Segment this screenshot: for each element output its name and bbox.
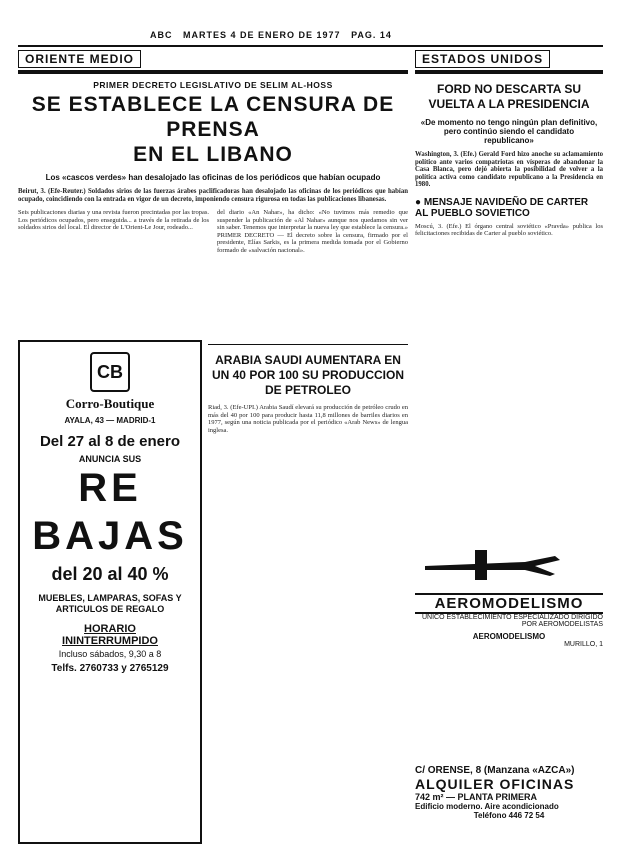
- ad-items: MUEBLES, LAMPARAS, SOFAS Y ARTICULOS DE REGALO: [38, 593, 182, 614]
- ad-rebajas-bajas: BAJAS: [32, 514, 188, 558]
- section-bar-right: [415, 70, 603, 74]
- ad-dates: Del 27 al 8 de enero: [39, 433, 181, 450]
- airplane-icon: [415, 544, 565, 584]
- ford-quote: «De momento no tengo ningún plan definitivo, pero continúo siendo el candidato republicano»: [420, 118, 598, 145]
- section-label-oriente: ORIENTE MEDIO: [18, 50, 141, 68]
- corro-boutique-ad: [18, 340, 202, 844]
- article-col-b: del diario «An Nahar», ha dicho: «No tuvimos más remedio que suspender la publicación de «Al Nahar» aunque nos quedamos sin ver sin saber. Tenemos que interpretar la nueva ley que establece la censura.» PRIMER DECRETO — El decreto sobre la censura, firmado por el presidente, Elías Sarkis, es la primera medida tomada por el Gobierno formado de «salvación nacional».: [217, 209, 408, 254]
- orense-l5: Teléfono 446 72 54: [473, 811, 545, 820]
- section-label-eeuu: ESTADOS UNIDOS: [415, 50, 550, 68]
- oriente-medio-article: [18, 50, 408, 254]
- boutique-logo: CB: [90, 352, 130, 392]
- article-headline-2: EN EL LIBANO: [133, 143, 293, 166]
- orense-l2: ALQUILER OFICINAS: [415, 776, 575, 792]
- ad-sabados: Incluso sábados, 9,30 a 8: [58, 649, 162, 659]
- carter-body: Moscú, 3. (Efe.) El órgano central soviético «Pravda» publica los felicitaciones recibidas de Carter al pueblo soviético.: [415, 222, 603, 237]
- ad-horario: HORARIO: [84, 623, 136, 635]
- ad-telefonos: Telfs. 2760733 y 2765129: [51, 663, 169, 674]
- orense-ad: [415, 765, 603, 820]
- divider: [208, 344, 408, 345]
- article-lead: Beirut, 3. (Efe-Reuter.) Soldados sirios de las fuerzas árabes paclificadoras han desalojado las oficinas de los periódicos que habían ocupado, coincidiendo con la entrada en vigor de un decreto, imponiendo censura rigurosa en todas las publicaciones libanesas.: [18, 188, 408, 203]
- ford-body: Washington, 3. (Efe.) Gerald Ford hizo anoche su aclamamiento político ante varios compatriotas en vísperas de abandonar la Casa Blanca, pero dejó abierta la posibilidad de volver a la política activa como candidato republicano a la Presidencia en 1980.: [415, 151, 603, 188]
- aeromodelismo-ad: [415, 540, 603, 720]
- arabia-article: [208, 340, 408, 434]
- ad-address: AYALA, 43 — MADRID-1: [64, 416, 156, 425]
- ad-store-name: Corro-Boutique: [65, 396, 155, 411]
- article-kicker: PRIMER DECRETO LEGISLATIVO DE SELIM AL-HOSS: [93, 80, 333, 90]
- carter-headline: [415, 197, 603, 219]
- ad-percent: del 20 al 40 %: [51, 564, 169, 584]
- estados-unidos-article: [415, 50, 603, 238]
- carter-headline-text: MENSAJE NAVIDEÑO DE CARTER AL PUEBLO SOVIETICO: [415, 196, 589, 219]
- aero-title: AEROMODELISMO: [415, 593, 603, 614]
- arabia-headline: ARABIA SAUDI AUMENTARA EN UN 40 POR 100 SU PRODUCCION DE PETROLEO: [211, 353, 405, 397]
- aero-address: MURILLO, 1: [564, 641, 603, 648]
- orense-l1: C/ ORENSE, 8 (Manzana «AZCA»): [415, 765, 575, 776]
- article-headline-1: SE ESTABLECE LA CENSURA DE PRENSA: [31, 93, 395, 141]
- aero-sub: AEROMODELISMO: [472, 632, 546, 641]
- arabia-body: Riad, 3. (Efe-UPI.) Arabia Saudí elevará su producción de petróleo crudo en más del 40 por 100 para producir hasta 11,8 millones de barriles diarios en 1977, según una noticia publicada por el periódico «Arab News» de lengua inglesa.: [208, 404, 408, 434]
- ad-anuncia: ANUNCIA SUS: [78, 454, 142, 464]
- aero-small: UNICO ESTABLECIMIENTO ESPECIALIZADO DIRIGIDO POR AEROMODELISTAS: [422, 614, 603, 628]
- ad-horario-2: ININTERRUMPIDO: [62, 635, 158, 647]
- article-col-a: Seis publicaciones diarias y una revista fueron precintadas por las tropas. Los periódicos ocupados, pero enseguida... a través de la retirada de los soldados sirios del local. El director de L'Orient-Le Jour, rodeado...: [18, 209, 209, 231]
- header-brand: ABC: [150, 30, 173, 40]
- article-subhead: Los «cascos verdes» han desalojado las oficinas de los periódicos que habían ocupado: [45, 173, 381, 182]
- ford-headline: FORD NO DESCARTA SU VUELTA A LA PRESIDENCIA: [428, 82, 590, 111]
- ad-rebajas-re: RE: [78, 466, 142, 510]
- page-header: [150, 30, 392, 44]
- bullet-icon: ●: [415, 196, 422, 208]
- section-bar: [18, 70, 408, 74]
- orense-l4: Edificio moderno. Aire acondicionado: [415, 802, 559, 811]
- orense-l3: 742 m² — PLANTA PRIMERA: [415, 792, 538, 802]
- header-page: PAG. 14: [351, 30, 392, 40]
- header-date: MARTES 4 DE ENERO DE 1977: [183, 30, 341, 40]
- header-rule: [18, 45, 603, 47]
